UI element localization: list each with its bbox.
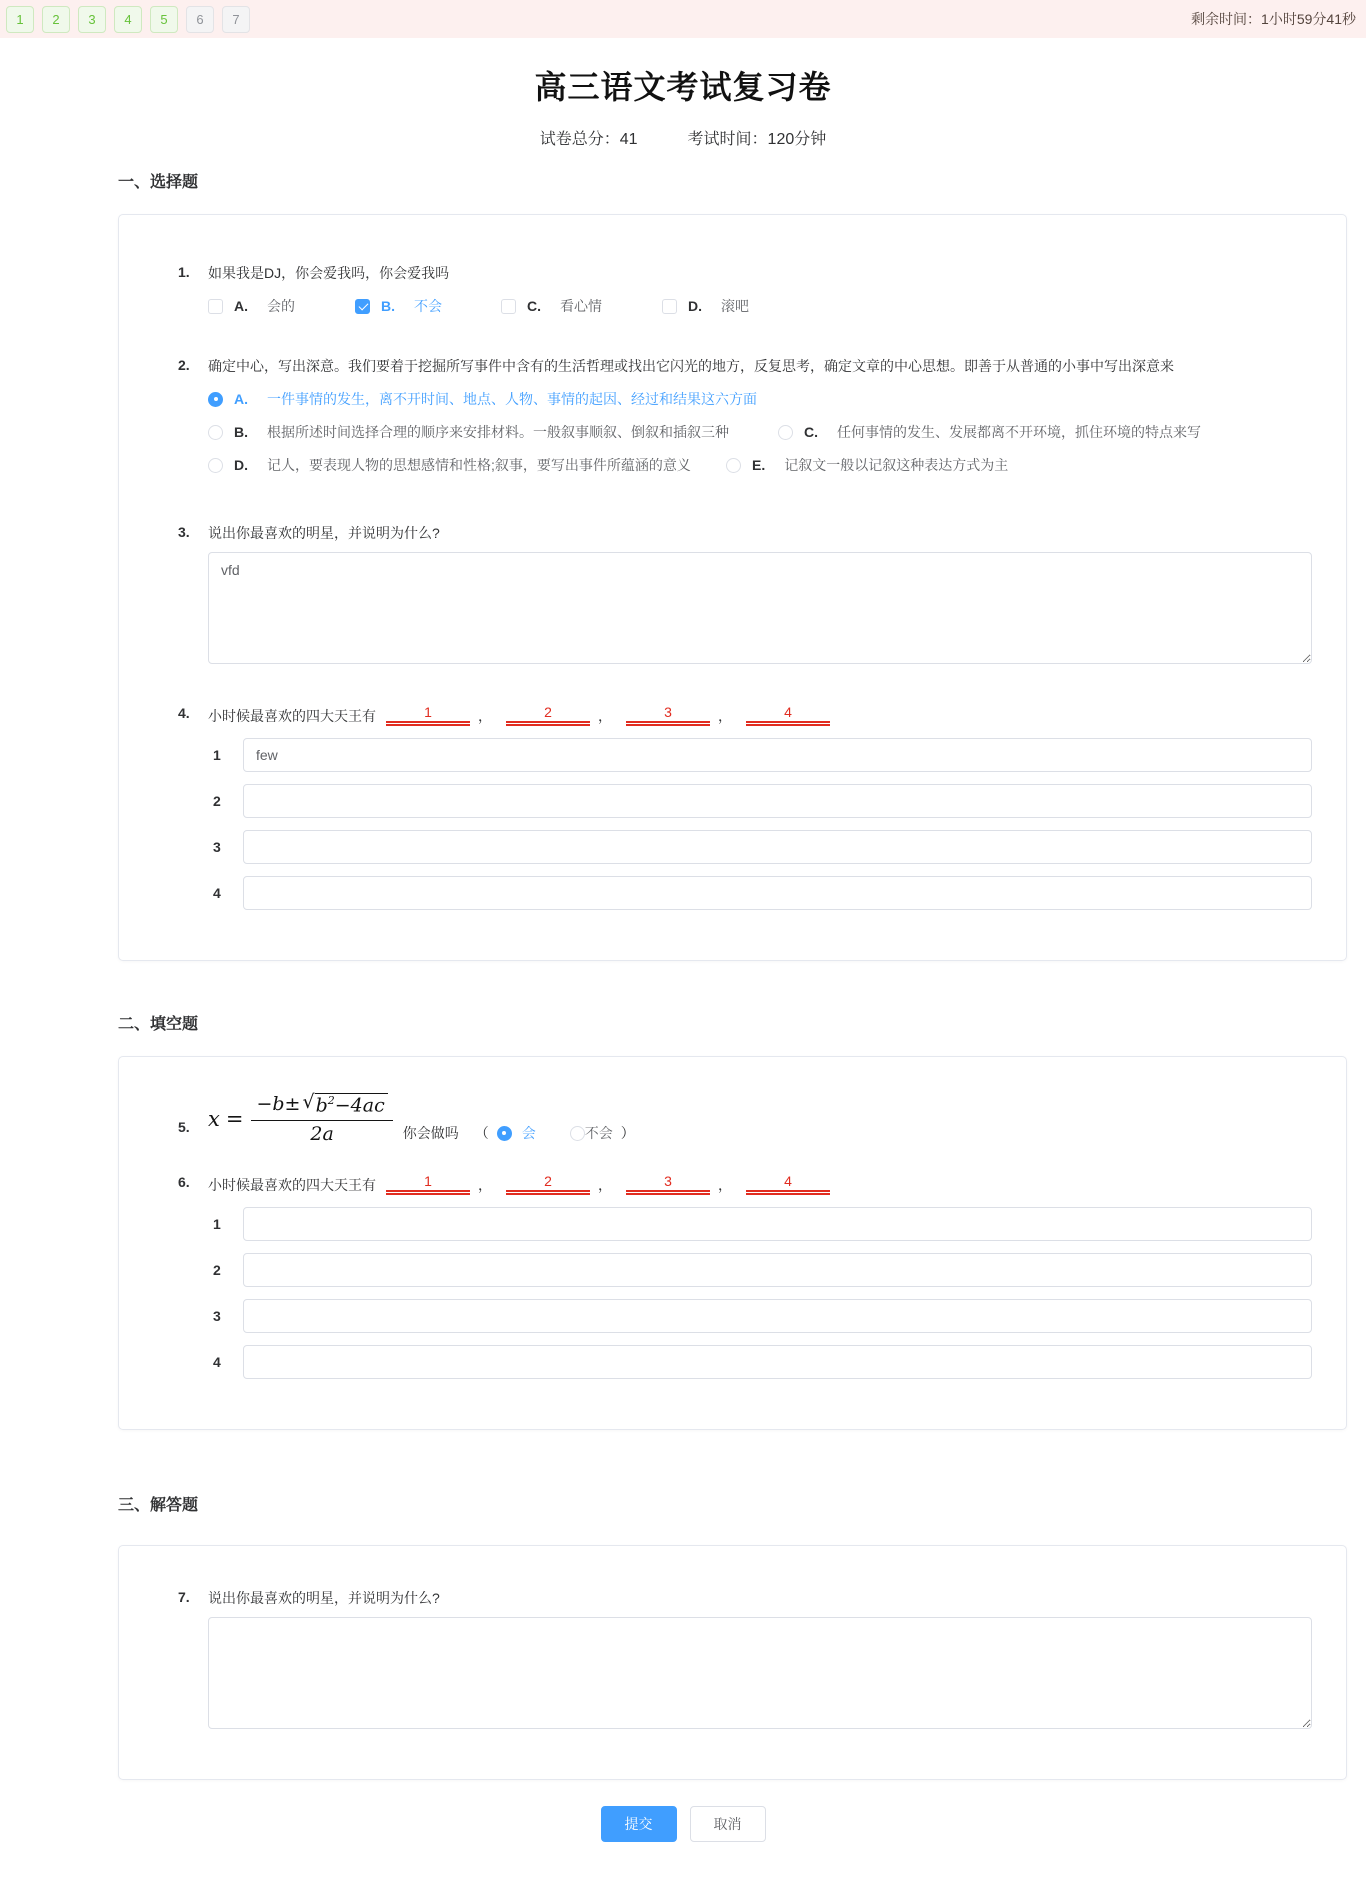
radio-icon (497, 1126, 512, 1141)
paper-body (118, 169, 1347, 1780)
radio-icon (208, 392, 223, 407)
sqrt-expression (302, 1093, 387, 1117)
question-number: 3. (178, 524, 190, 540)
comma: ， (718, 1177, 732, 1194)
section1-card (118, 214, 1347, 961)
q6-answer-row-1 (201, 1207, 1312, 1241)
formula-lhs: x (208, 1107, 220, 1132)
q6-answer-input-3[interactable] (243, 1299, 1312, 1333)
answer-label: 3 (213, 839, 221, 855)
answer-label: 2 (213, 1262, 221, 1279)
quadratic-formula (208, 1093, 393, 1145)
option-label: 滚吧 (721, 298, 749, 314)
question-nav-7[interactable]: 7 (222, 6, 250, 33)
q2-option-d[interactable] (208, 455, 696, 475)
option-key: C. (804, 424, 818, 440)
answer-label: 1 (213, 1216, 221, 1233)
question-text: 确定中心，写出深意。我们要着于挖掘所写事件中含有的生活哲理或找出它闪光的地方，反复思考，确定文章的中心思想。即善于从普通的小事中写出深意来 (208, 358, 1174, 374)
comma: ， (478, 1177, 492, 1194)
comma: ， (478, 708, 492, 724)
q6-answer-row-3 (201, 1299, 1312, 1333)
option-label: 一件事情的发生，离不开时间、地点、人物、事情的起因、经过和结果这六方面 (267, 391, 757, 407)
q6-answer-input-4[interactable] (243, 1345, 1312, 1379)
question-3 (178, 523, 1312, 664)
blank-3: 3 (626, 704, 710, 726)
option-label: 看心情 (560, 298, 602, 314)
section2-card (118, 1056, 1347, 1430)
question-6 (178, 1173, 1312, 1379)
radio-icon (570, 1126, 585, 1141)
q1-options (208, 296, 1312, 316)
question-number: 1. (178, 264, 190, 280)
q2-option-row-2 (208, 422, 1312, 442)
question-text: 说出你最喜欢的明星，并说明为什么? (208, 1590, 440, 1607)
question-nav-5[interactable]: 5 (150, 6, 178, 33)
option-label: 不会 (414, 298, 442, 314)
question-number: 5. (178, 1119, 190, 1135)
q2-option-c[interactable] (778, 422, 1201, 442)
q6-blank-line (208, 1173, 1312, 1195)
section1-heading: 一、选择题 (118, 174, 199, 191)
option-key: A. (234, 298, 248, 314)
section3-card (118, 1545, 1347, 1780)
checkbox-icon (208, 299, 223, 314)
formula-fraction (251, 1093, 392, 1145)
q1-option-c[interactable] (501, 296, 632, 316)
radicand-base: b (315, 1094, 328, 1117)
question-nav (6, 6, 250, 33)
q4-answer-row-4 (201, 876, 1312, 910)
blank-4: 4 (746, 1173, 830, 1195)
question-2 (178, 356, 1312, 475)
question-1 (178, 263, 1312, 316)
question-text: 小时候最喜欢的四大天王有 (208, 1177, 376, 1194)
question-4 (178, 704, 1312, 910)
section3-heading: 三、解答题 (118, 1497, 199, 1515)
footer-actions (0, 1806, 1366, 1884)
total-score: 试卷总分：41 (539, 131, 638, 148)
q3-answer-textarea[interactable] (208, 552, 1312, 664)
page-title: 高三语文考试复习卷 (534, 69, 832, 105)
q4-answer-row-3 (201, 830, 1312, 864)
answer-label: 3 (213, 1308, 221, 1325)
q6-answer-input-2[interactable] (243, 1253, 1312, 1287)
checkbox-icon (501, 299, 516, 314)
radio-icon (208, 458, 223, 473)
option-key: C. (527, 298, 541, 314)
sqrt-icon: √ (302, 1091, 315, 1113)
paren-open: （ (474, 1125, 489, 1142)
question-7 (178, 1588, 1312, 1729)
blank-2: 2 (506, 704, 590, 726)
question-nav-4[interactable]: 4 (114, 6, 142, 33)
denominator: 2a (251, 1120, 392, 1145)
q2-option-row-3 (208, 455, 1312, 475)
exam-topbar (0, 0, 1366, 38)
comma: ， (718, 708, 732, 724)
q2-option-e[interactable] (726, 455, 1008, 475)
remaining-time: 剩余时间：1小时59分41秒 (1191, 11, 1356, 27)
question-number: 6. (178, 1174, 190, 1191)
option-key: A. (234, 391, 248, 407)
option-label: 会 (521, 1125, 536, 1142)
q4-answer-row-2 (201, 784, 1312, 818)
q1-option-b[interactable] (355, 296, 471, 316)
blank-1: 1 (386, 704, 470, 726)
option-label: 会的 (267, 298, 295, 314)
radicand-exponent: 2 (327, 1094, 335, 1107)
option-label: 记人，要表现人物的思想感情和性格;叙事，要写出事件所蕴涵的意义 (267, 457, 691, 473)
option-key: E. (752, 457, 766, 473)
checkbox-icon (355, 299, 370, 314)
question-number: 4. (178, 705, 190, 721)
q4-blank-line (208, 704, 1312, 726)
checkbox-icon (662, 299, 677, 314)
q7-answer-textarea[interactable] (208, 1617, 1312, 1729)
q4-answer-row-1 (201, 738, 1312, 772)
answer-label: 2 (213, 793, 221, 809)
radio-icon (778, 425, 793, 440)
q4-answer-input-1[interactable] (243, 738, 1312, 772)
option-key: B. (381, 298, 395, 314)
blank-1: 1 (386, 1173, 470, 1195)
paren-close: ） (620, 1125, 635, 1142)
blank-3: 3 (626, 1173, 710, 1195)
question-text: 如果我是DJ，你会爱我吗，你会爱我吗 (208, 265, 450, 281)
q2-option-b[interactable] (208, 422, 748, 442)
q6-answer-row-4 (201, 1345, 1312, 1379)
question-text: 小时候最喜欢的四大天王有 (208, 708, 376, 724)
q2-option-row-1 (208, 389, 1312, 409)
q4-answer-input-4[interactable] (243, 876, 1312, 910)
q4-answer-input-2[interactable] (243, 784, 1312, 818)
submit-button[interactable]: 提交 (601, 1806, 677, 1842)
answer-label: 4 (213, 885, 221, 901)
option-key: B. (234, 424, 248, 440)
option-key: D. (234, 457, 248, 473)
option-label: 根据所述时间选择合理的顺序来安排材料。一般叙事顺叙、倒叙和插叙三种 (267, 424, 729, 440)
answer-label: 4 (213, 1354, 221, 1371)
question-nav-1[interactable]: 1 (6, 6, 34, 33)
q6-answer-row-2 (201, 1253, 1312, 1287)
option-label: 记叙文一般以记叙这种表达方式为主 (784, 457, 1009, 473)
question-nav-2[interactable]: 2 (42, 6, 70, 33)
blank-2: 2 (506, 1173, 590, 1195)
radio-icon (208, 425, 223, 440)
option-label: 不会 (584, 1125, 613, 1142)
option-label: 任何事情的发生、发展都离不开环境，抓住环境的特点来写 (837, 424, 1201, 440)
section2-heading: 二、填空题 (118, 1016, 199, 1033)
q6-answer-input-1[interactable] (243, 1207, 1312, 1241)
question-number: 7. (178, 1589, 190, 1606)
question-text: 你会做吗 (402, 1125, 459, 1142)
blank-4: 4 (746, 704, 830, 726)
radicand-rest: −4ac (334, 1094, 385, 1117)
q5-option-no[interactable] (570, 1123, 613, 1143)
answer-label: 1 (213, 747, 221, 763)
question-number: 2. (178, 357, 190, 373)
numerator-prefix: −b± (256, 1093, 301, 1115)
radio-icon (726, 458, 741, 473)
q2-option-a[interactable] (208, 389, 757, 409)
cancel-button[interactable]: 取消 (690, 1806, 766, 1842)
formula-equals: = (225, 1107, 244, 1132)
question-nav-6[interactable]: 6 (186, 6, 214, 33)
option-key: D. (688, 298, 702, 314)
comma: ， (598, 1177, 612, 1194)
q4-answer-input-3[interactable] (243, 830, 1312, 864)
q1-option-d[interactable] (662, 296, 749, 316)
q5-option-yes[interactable] (497, 1123, 536, 1143)
question-5 (178, 1093, 1312, 1145)
comma: ， (598, 708, 612, 724)
q1-option-a[interactable] (208, 296, 325, 316)
question-nav-3[interactable]: 3 (78, 6, 106, 33)
paper-meta (0, 126, 1366, 149)
question-text: 说出你最喜欢的明星，并说明为什么? (208, 525, 440, 541)
exam-duration: 考试时间：120分钟 (687, 131, 827, 148)
